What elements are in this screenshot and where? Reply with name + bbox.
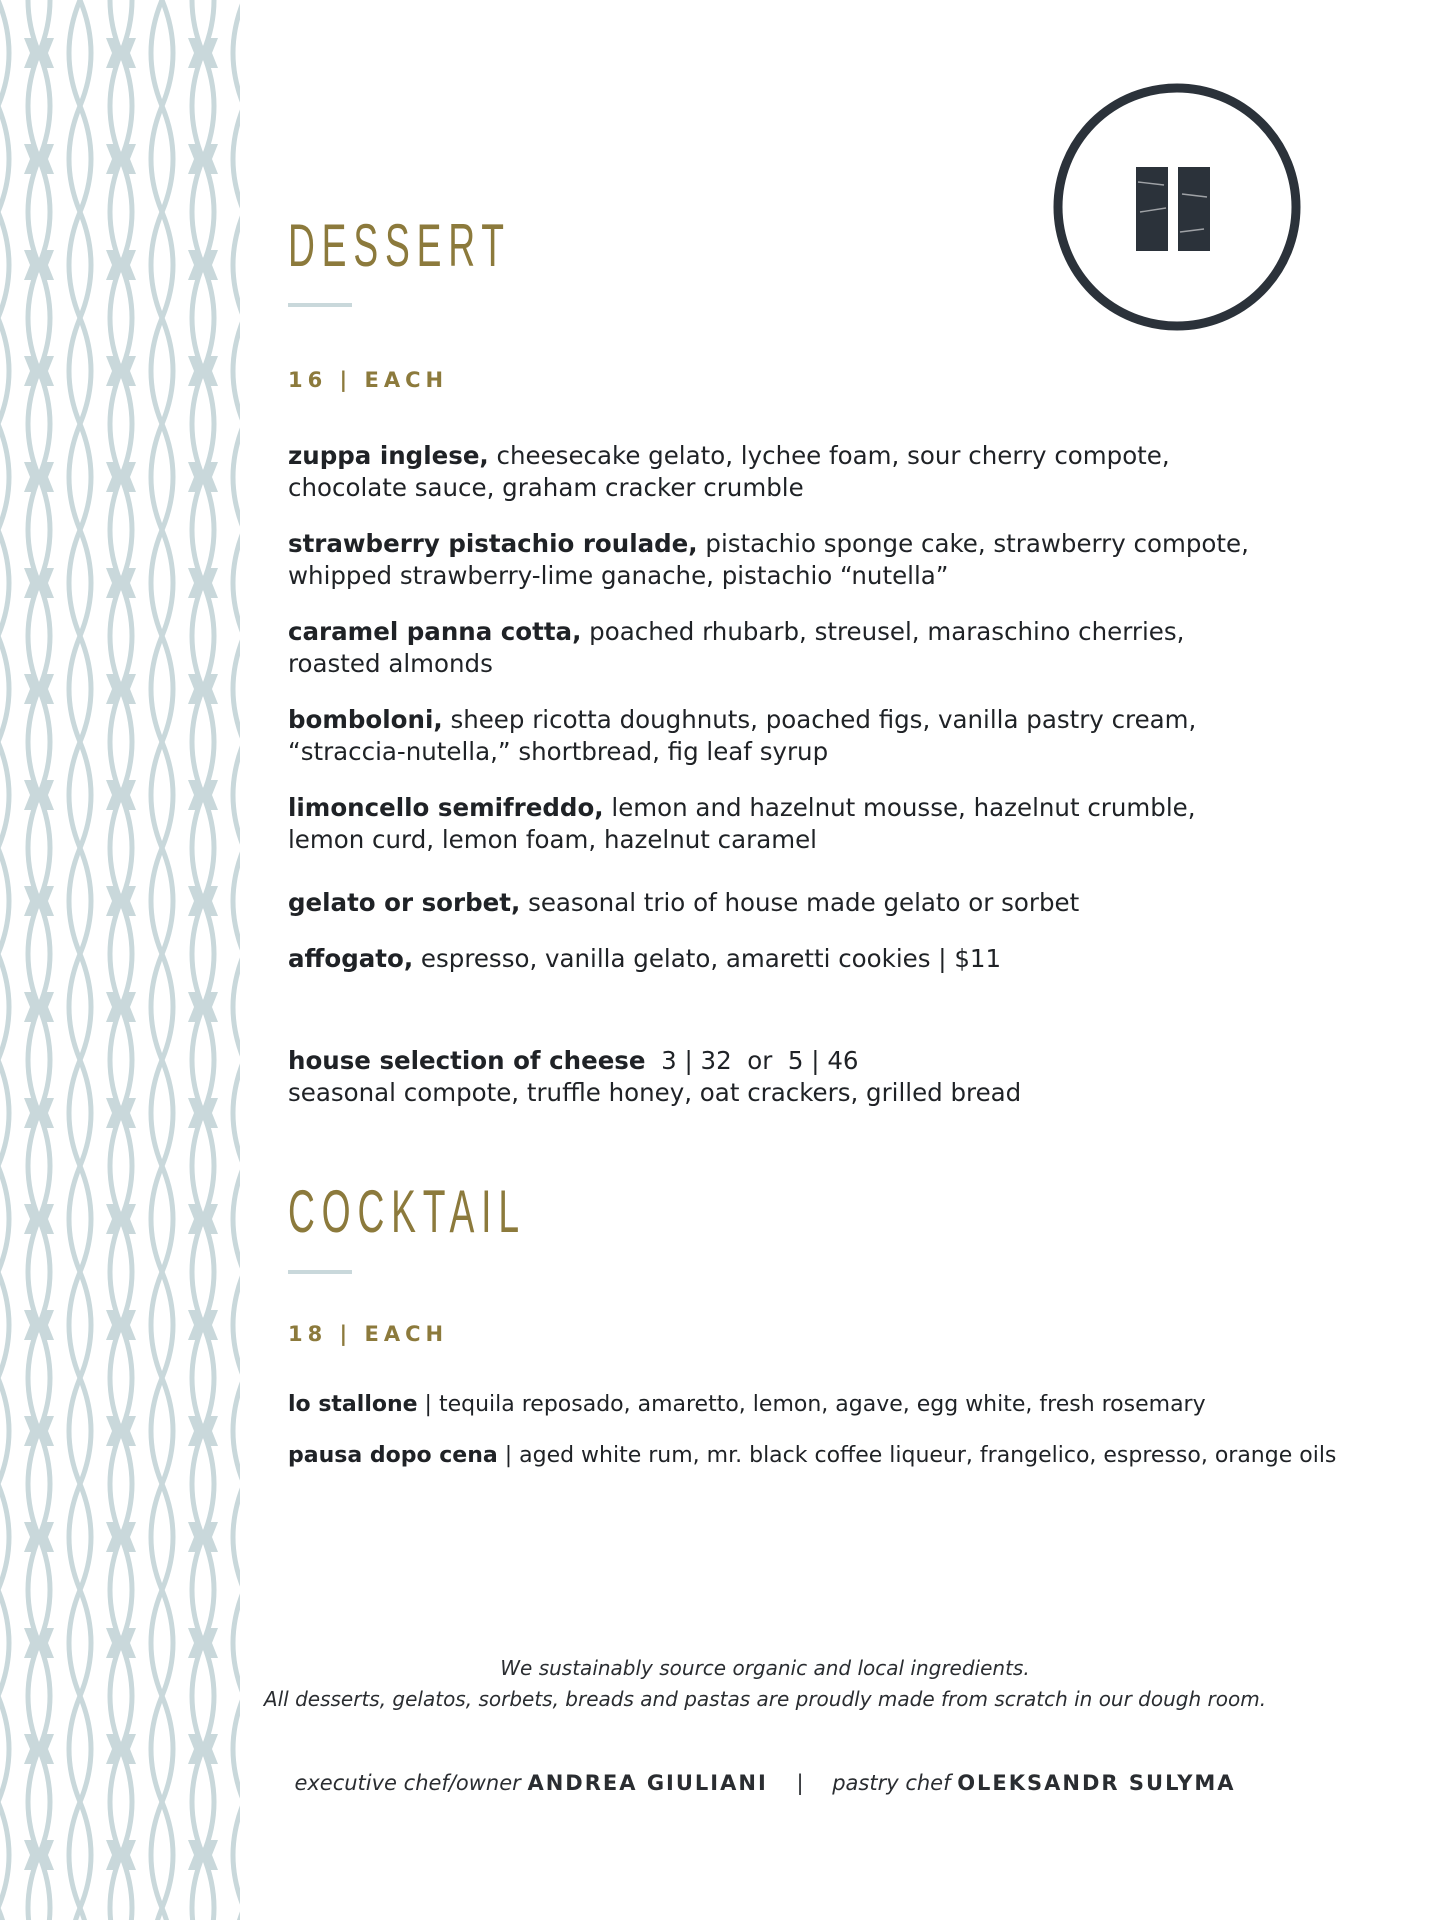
credits-separator: | — [796, 1771, 804, 1795]
menu-item-zuppa-inglese — [288, 440, 1348, 504]
executive-chef-name: ANDREA GIULIANI — [527, 1771, 768, 1795]
item-name: bomboloni, — [288, 705, 443, 734]
item-name: gelato or sorbet, — [288, 888, 521, 917]
dessert-heading: DESSERT — [288, 212, 511, 279]
item-description: seasonal trio of house made gelato or sorbet — [520, 888, 1080, 917]
pastry-chef-name: OLEKSANDR SULYMA — [957, 1771, 1236, 1795]
item-name: limoncello semifreddo, — [288, 793, 604, 822]
menu-item-limoncello-semifreddo — [288, 792, 1348, 856]
item-price: 3 | 32 or 5 | 46 — [645, 1046, 859, 1075]
menu-item-affogato — [288, 943, 1348, 975]
menu-item-strawberry-pistachio-roulade — [288, 528, 1348, 592]
item-name: lo stallone — [288, 1392, 418, 1417]
item-name: affogato, — [288, 944, 414, 973]
scratch-made-note: All desserts, gelatos, sorbets, breads and pastas are proudly made from scratch in our dough room. — [263, 1687, 1267, 1711]
item-name: pausa dopo cena — [288, 1443, 498, 1468]
dessert-divider — [288, 303, 352, 307]
item-description: cheesecake gelato, lychee foam, sour cherry compote, — [488, 441, 1170, 470]
cocktail-item-pausa-dopo-cena — [288, 1441, 1388, 1471]
pastry-chef-role: pastry chef — [832, 1771, 951, 1795]
cocktail-divider — [288, 1270, 352, 1274]
menu-item-bomboloni — [288, 704, 1348, 768]
item-description: “straccia-nutella,” shortbread, fig leaf syrup — [288, 737, 829, 766]
item-description: espresso, vanilla gelato, amaretti cookies | $11 — [413, 944, 1002, 973]
item-description: poached rhubarb, streusel, maraschino cherries, — [581, 617, 1185, 646]
item-description: roasted almonds — [288, 649, 493, 678]
item-description: | tequila reposado, amaretto, lemon, agave, egg white, fresh rosemary — [417, 1392, 1206, 1417]
cocktail-heading: COCKTAIL — [288, 1178, 526, 1245]
menu-item-cheese-selection — [288, 1045, 1348, 1109]
menu-item-gelato-or-sorbet — [288, 887, 1348, 919]
item-description: chocolate sauce, graham cracker crumble — [288, 473, 804, 502]
item-name: zuppa inglese, — [288, 441, 489, 470]
menu-item-caramel-panna-cotta — [288, 616, 1348, 680]
logo-double-bar-icon — [1052, 82, 1302, 332]
item-description: lemon and hazelnut mousse, hazelnut crumble, — [603, 793, 1196, 822]
item-description: pistachio sponge cake, strawberry compote, — [697, 529, 1249, 558]
cocktail-price: 18 | EACH — [288, 1322, 449, 1346]
item-description: whipped strawberry-lime ganache, pistachio “nutella” — [288, 561, 949, 590]
item-name: house selection of cheese — [288, 1046, 646, 1075]
decorative-tile-pattern — [0, 0, 240, 1920]
dessert-price: 16 | EACH — [288, 368, 449, 392]
item-name: caramel panna cotta, — [288, 617, 582, 646]
cocktail-item-lo-stallone — [288, 1390, 1388, 1420]
sourcing-note: We sustainably source organic and local ingredients. — [500, 1656, 1030, 1680]
item-description: | aged white rum, mr. black coffee liqueur, frangelico, espresso, orange oils — [497, 1443, 1337, 1468]
item-description: lemon curd, lemon foam, hazelnut caramel — [288, 825, 817, 854]
chef-credits — [240, 1771, 1290, 1795]
item-description: seasonal compote, truffle honey, oat crackers, grilled bread — [288, 1078, 1022, 1107]
item-name: strawberry pistachio roulade, — [288, 529, 698, 558]
item-description: sheep ricotta doughnuts, poached figs, vanilla pastry cream, — [442, 705, 1197, 734]
executive-chef-role: executive chef/owner — [294, 1771, 521, 1795]
